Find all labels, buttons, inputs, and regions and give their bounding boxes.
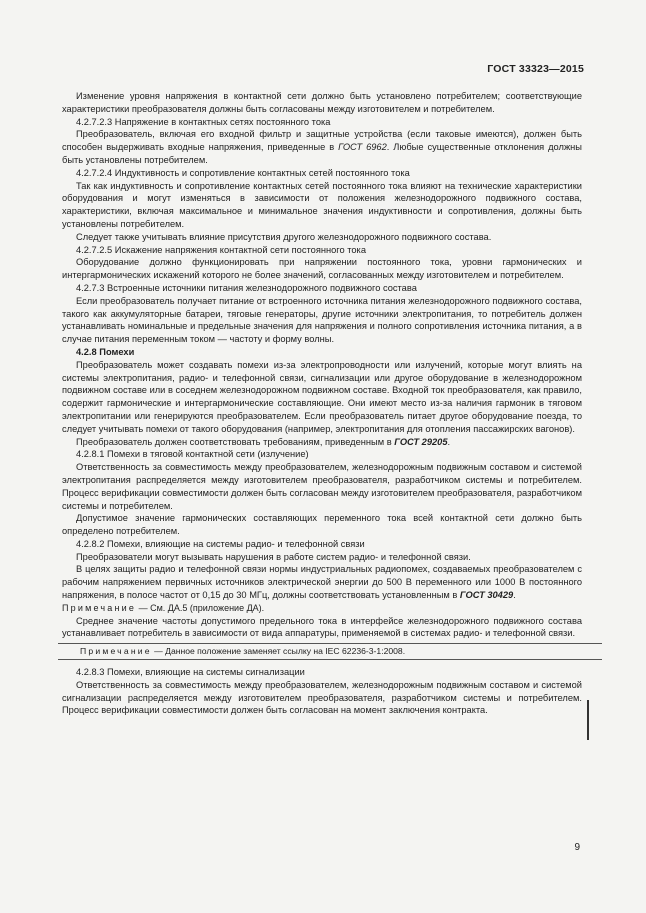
paragraph-text: . Любые существенные отклонения должны быть установлены потребителем. bbox=[62, 142, 582, 165]
paragraph: Так как индуктивность и сопротивление контактных сетей постоянного тока влияют на технические характеристики оборудования и могут изменяться в зависимости от положения железнодорожного подвижного состава, характеристики, включая максимальное и минимальное значения индуктивности и сопротивления, должны быть установлены потребителем. bbox=[62, 180, 582, 229]
subsection-heading: 4.2.7.3 Встроенные источники питания железнодорожного подвижного состава bbox=[76, 282, 417, 293]
paragraph: Ответственность за совместимость между преобразователем, железнодорожным подвижным составом и системой электропитания распределяется между изготовителем преобразователя, разработчиком системы и потребителем. Процесс верификации совместимости должен быть согласован между изготовителем преобразователя, разработчиком системы и потребителем. bbox=[62, 462, 582, 511]
boxed-note bbox=[58, 643, 602, 660]
page-number: 9 bbox=[574, 842, 580, 853]
standard-reference: ГОСТ 6962 bbox=[338, 142, 387, 153]
note-text: — Данное положение заменяет ссылку на IEC 62236-3-1:2008. bbox=[151, 646, 406, 657]
subsection-heading: 4.2.8.2 Помехи, влияющие на системы радио- и телефонной связи bbox=[76, 538, 365, 549]
document-header: ГОСТ 33323—2015 bbox=[487, 63, 584, 75]
paragraph: Оборудование должно функционировать при напряжении постоянного тока, уровни гармонических и интергармонических искажений которого не более значений, согласованных между изготовителем и потребителем. bbox=[62, 257, 582, 281]
paragraph: Преобразователь может создавать помехи из-за электропроводности или излучений, которые могут влиять на системы электропитания, радио- и телефонной связи, сигнализации или другое оборудование в железнодорожном подвижном составе или в соседнем железнодорожном подвижном составе. Входной ток преобразователя, как правило, содержит гармонические и интергармонические составляющие. Они имеют место из-за наличия гармоник в тяговом электропитании или генерируются преобразователем. Если преобразователь питает другое оборудование поезда, то следует учитывать помехи от такого оборудования (например, электропитания для отопления пассажирских вагонов). bbox=[62, 359, 582, 434]
note-text: — См. ДА.5 (приложение ДА). bbox=[136, 602, 265, 613]
standard-reference: ГОСТ 29205 bbox=[394, 436, 448, 447]
page-body bbox=[62, 90, 582, 717]
paragraph bbox=[62, 128, 582, 166]
subsection-heading: 4.2.8.3 Помехи, влияющие на системы сигнализации bbox=[76, 667, 305, 678]
note-label: Примечание bbox=[80, 646, 152, 657]
subsection-heading: 4.2.8.1 Помехи в тяговой контактной сети (излучение) bbox=[76, 449, 309, 460]
paragraph: Ответственность за совместимость между преобразователем, железнодорожным подвижным составом и системой сигнализации распределяется между изготовителем преобразователя, разработчиком системы и потребителем. Процесс верификации совместимости должен быть согласован на момент заключения контракта. bbox=[62, 679, 582, 716]
paragraph: Если преобразователь получает питание от встроенного источника питания железнодорожного подвижного состава, такого как аккумуляторные батареи, тяговые генераторы, другие источники электропитания, то потребитель должен устанавливать номинальные и предельные значения для напряжения и полного сопротивления источника питания, а в случае питания переменным током — частоту и форму волны. bbox=[62, 295, 582, 345]
subsection-heading: 4.2.7.2.4 Индуктивность и сопротивление контактных сетей постоянного тока bbox=[76, 167, 410, 178]
paragraph bbox=[62, 563, 582, 601]
paragraph-text: . bbox=[513, 590, 516, 601]
note-label: Примечание bbox=[62, 602, 137, 613]
paragraph-text: Преобразователь должен соответствовать требованиям, приведенным в bbox=[76, 436, 395, 447]
paragraph-text: Преобразователь, включая его входной фильтр и защитные устройства (если таковые имеются), должен быть способен выдерживать входные напряжения, приведенные в bbox=[62, 129, 582, 153]
paragraph-text: . bbox=[447, 436, 451, 447]
section-heading: 4.2.8 Помехи bbox=[76, 346, 135, 357]
note bbox=[62, 602, 582, 615]
paragraph: Преобразователи могут вызывать нарушения в работе систем радио- и телефонной связи. bbox=[76, 551, 471, 562]
standard-reference: ГОСТ 30429 bbox=[459, 590, 514, 601]
subsection-heading: 4.2.7.2.5 Искажение напряжения контактной сети постоянного тока bbox=[76, 244, 366, 255]
paragraph: Среднее значение частоты допустимого предельного тока в интерфейсе железнодорожного подвижного состава устанавливает потребитель в зависимости от вида аппаратуры, применяемой в системах радио- и телефонной связи. bbox=[62, 615, 582, 639]
paragraph: Допустимое значение гармонических составляющих переменного тока всей контактной сети должно быть определено потребителем. bbox=[62, 513, 582, 537]
paragraph: Следует также учитывать влияние присутствия другого железнодорожного подвижного состава. bbox=[76, 231, 492, 242]
change-bar bbox=[587, 700, 589, 740]
paragraph bbox=[62, 436, 582, 449]
paragraph: Изменение уровня напряжения в контактной сети должно быть установлено потребителем; соответствующие характеристики преобразователя должны быть согласованы между изготовителем и потребителем. bbox=[62, 91, 582, 114]
subsection-heading: 4.2.7.2.3 Напряжение в контактных сетях постоянного тока bbox=[76, 116, 331, 127]
paragraph-text: В целях защиты радио и телефонной связи нормы индустриальных радиопомех, создаваемых преобразователем с рабочим напряжением первичных источников электрической энергии до 500 В переменного или 1000 В постоянного напряжения, в полосе частот от 0,15 до 30 МГц, должны соответствовать установленным в bbox=[62, 564, 582, 601]
